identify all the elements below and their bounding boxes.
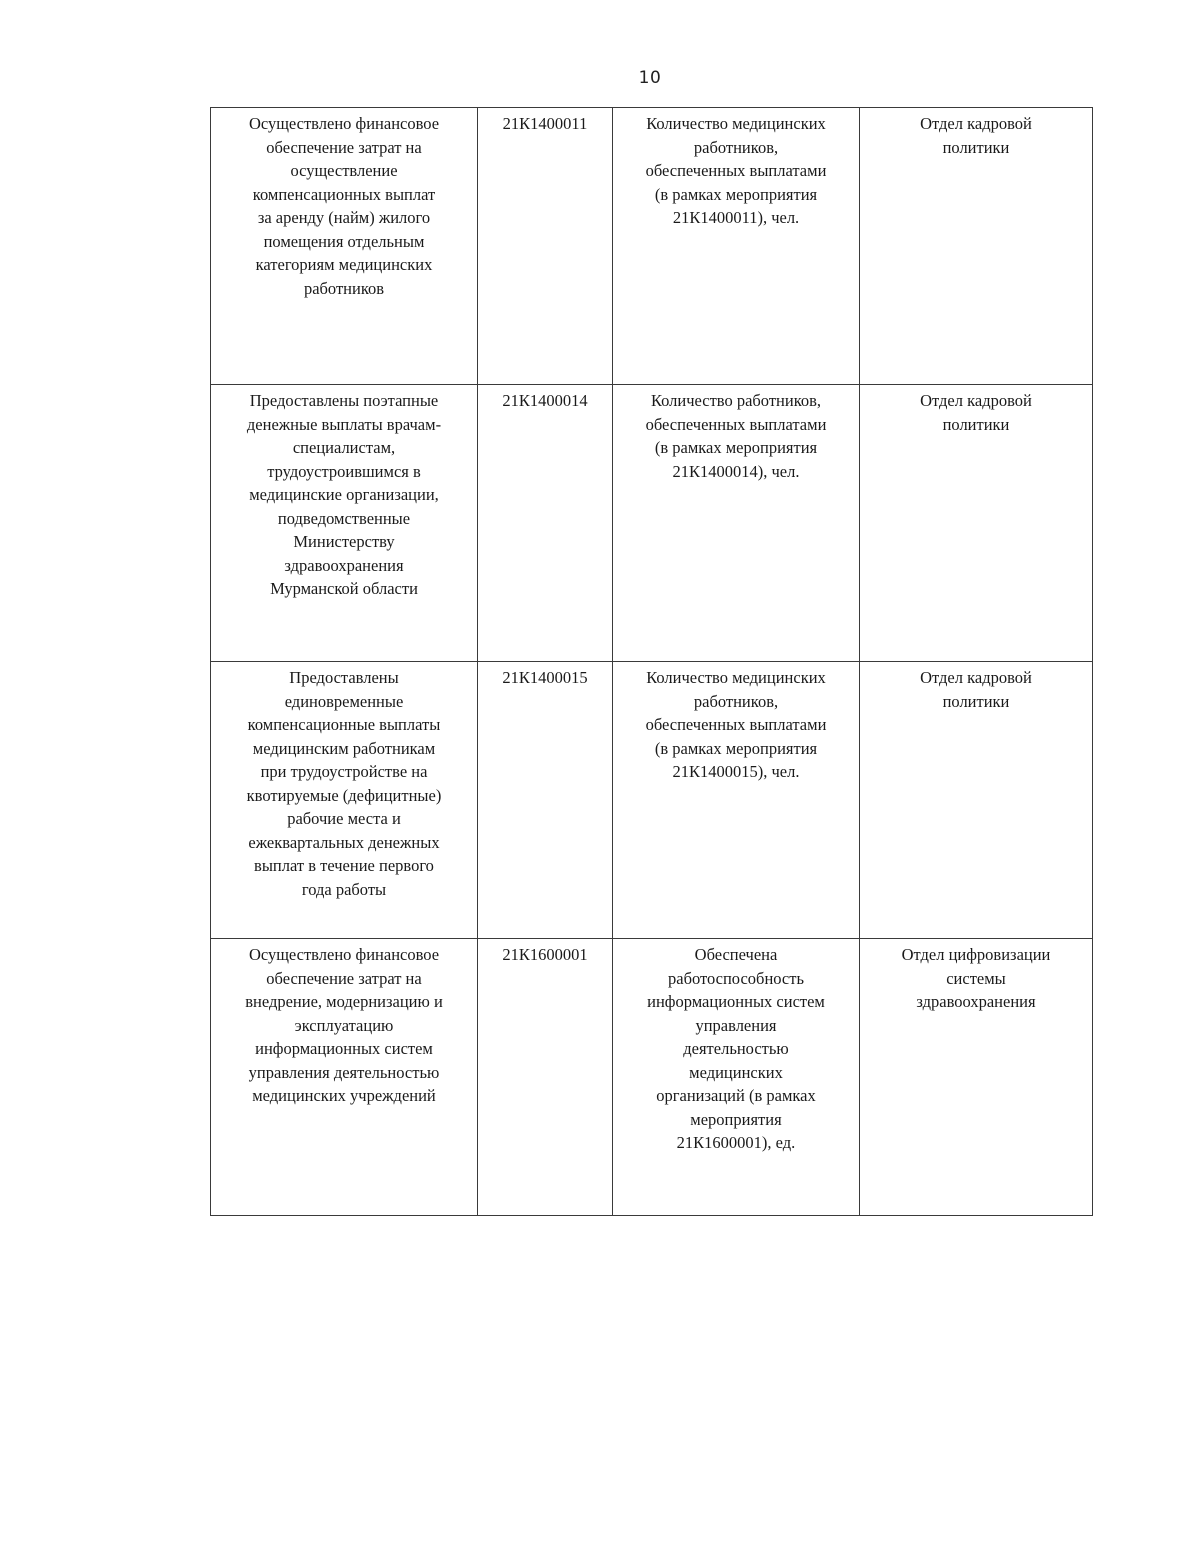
measure-description-cell <box>211 662 478 939</box>
measure-description-cell <box>211 385 478 662</box>
measure-description: Осуществлено финансовое обеспечение затрат на осуществление компенсационных выплат за аренду (найм) жилого помещения отдельным категориям медицинских работников <box>248 114 440 298</box>
indicator-text: Обеспечена работоспособность информационных систем управления деятельностью медицинских организаций (в рамках мероприятия 21К1600001), ед. <box>647 945 825 1152</box>
measure-code: 21К1400015 <box>502 668 588 687</box>
responsible-department: Отдел кадровой политики <box>920 391 1032 434</box>
indicator-cell <box>613 662 860 939</box>
indicator-cell <box>613 385 860 662</box>
department-cell <box>860 939 1093 1216</box>
indicator-cell <box>613 939 860 1216</box>
responsible-department: Отдел цифровизации системы здравоохранения <box>901 945 1051 1011</box>
table-row <box>211 939 1093 1216</box>
indicator-text: Количество медицинских работников, обеспеченных выплатами (в рамках мероприятия 21К1400011), чел. <box>645 114 827 227</box>
page-number: 10 <box>638 68 662 88</box>
measure-description: Предоставлены единовременные компенсационные выплаты медицинским работникам при трудоустройстве на квотируемые (дефицитные) рабочие места и ежеквартальных денежных выплат в течение первого года работы <box>246 668 442 899</box>
indicator-cell <box>613 108 860 385</box>
responsible-department: Отдел кадровой политики <box>920 114 1032 157</box>
measure-description-cell <box>211 939 478 1216</box>
responsible-department: Отдел кадровой политики <box>920 668 1032 711</box>
measure-code: 21К1400014 <box>502 391 588 410</box>
measure-description-cell <box>211 108 478 385</box>
measure-code: 21К1600001 <box>502 945 588 964</box>
measure-code-cell <box>478 385 613 662</box>
indicator-text: Количество медицинских работников, обеспеченных выплатами (в рамках мероприятия 21К1400015), чел. <box>645 668 827 781</box>
table-row <box>211 662 1093 939</box>
measure-code-cell <box>478 108 613 385</box>
department-cell <box>860 662 1093 939</box>
measure-code-cell <box>478 939 613 1216</box>
indicator-text: Количество работников, обеспеченных выплатами (в рамках мероприятия 21К1400014), чел. <box>645 391 827 481</box>
measures-table <box>210 107 1093 1216</box>
department-cell <box>860 108 1093 385</box>
measure-code: 21К1400011 <box>502 114 588 133</box>
measure-description: Осуществлено финансовое обеспечение затрат на внедрение, модернизацию и эксплуатацию информационных систем управления деятельностью медицинских учреждений <box>245 945 443 1105</box>
table-row <box>211 108 1093 385</box>
table-row <box>211 385 1093 662</box>
department-cell <box>860 385 1093 662</box>
measure-code-cell <box>478 662 613 939</box>
measure-description: Предоставлены поэтапные денежные выплаты врачам- специалистам, трудоустроившимся в медицинские организации, подведомственные Министерству здравоохранения Мурманской области <box>246 391 442 598</box>
